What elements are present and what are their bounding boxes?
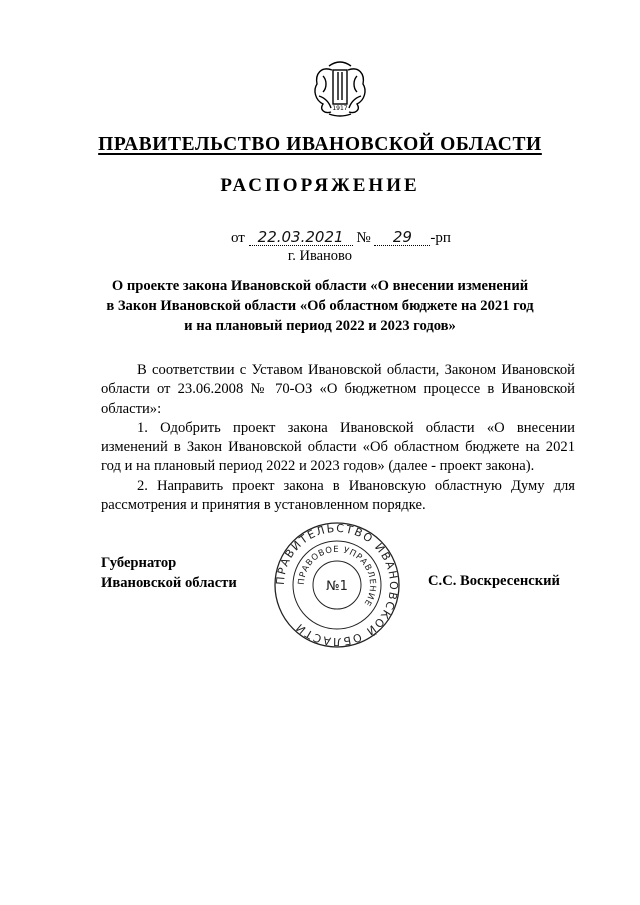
title-line: и на плановый период 2022 и 2023 годов» [184, 318, 456, 334]
seal-inner-text: ПРАВОВОЕ УПРАВЛЕНИЕ [296, 544, 378, 608]
emblem-label: 1917 [332, 105, 348, 112]
coat-of-arms-icon [299, 56, 381, 120]
body-paragraph-item-2: 2. Направить проект закона в Ивановскую областную Думу для рассмотрения и принятия в установленном порядке. [101, 477, 575, 514]
seal-number: №1 [326, 579, 348, 594]
document-body [101, 361, 575, 515]
organization-name-text: ПРАВИТЕЛЬСТВО ИВАНОВСКОЙ ОБЛАСТИ [98, 134, 542, 155]
position-line: Губернатор [101, 555, 177, 571]
official-seal-stamp [273, 521, 401, 649]
number-suffix: -рп [430, 230, 451, 246]
city: г. Иваново [287, 248, 353, 264]
handwritten-number: 29 [374, 229, 430, 246]
organization-name [0, 134, 640, 156]
document-title [100, 276, 540, 336]
position-line: Ивановской области [101, 575, 237, 591]
seal-ring-text: ПРАВИТЕЛЬСТВО ИВАНОВСКОЙ ОБЛАСТИ [273, 521, 401, 649]
body-paragraph-preamble: В соответствии с Уставом Ивановской области, Законом Ивановской области от 23.06.2008 № 70-ОЗ «О бюджетном процессе в Ивановской области»: [101, 362, 575, 417]
date-prefix: от [231, 230, 245, 246]
title-line: в Закон Ивановской области «Об областном бюджете на 2021 год [106, 298, 534, 314]
date-number-line [231, 229, 451, 247]
handwritten-date: 22.03.2021 [249, 229, 353, 246]
number-label: № [356, 230, 371, 246]
document-type: РАСПОРЯЖЕНИЕ [220, 175, 420, 196]
svg-text:ПРАВОВОЕ УПРАВЛЕНИЕ [297, 545, 377, 608]
title-line: О проекте закона Ивановской области «О внесении изменений [111, 278, 529, 294]
body-paragraph-item-1: 1. Одобрить проект закона Ивановской области «О внесении изменений в Закон Ивановской области «Об областном бюджете на 2021 год и на плановый период 2022 и 2023 годов» (далее - проект закона). [101, 419, 575, 475]
signatory-position [101, 553, 237, 593]
signatory-name: С.С. Воскресенский [428, 573, 560, 589]
